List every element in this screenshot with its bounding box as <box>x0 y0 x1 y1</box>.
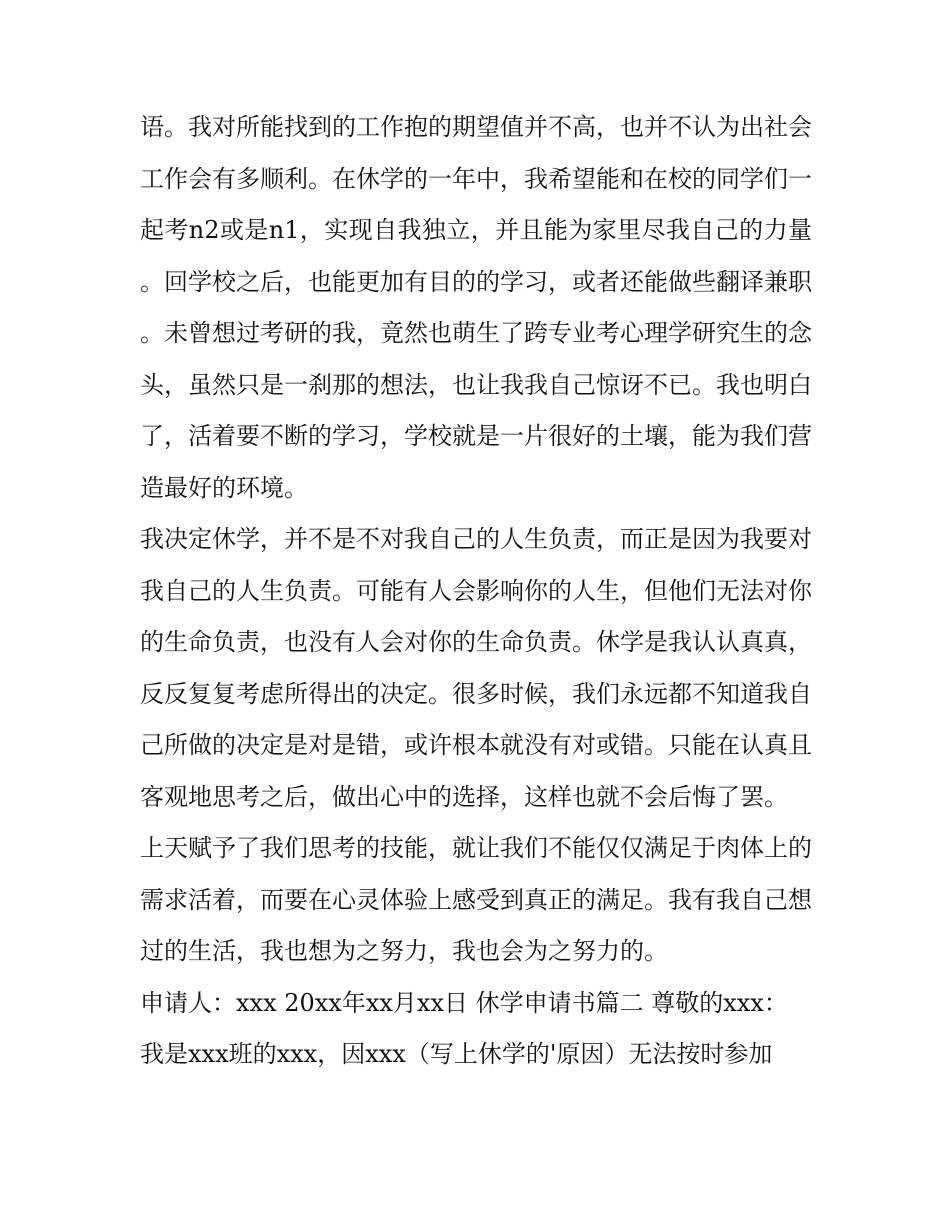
document-body <box>140 102 812 1081</box>
paragraph-applicant-signature: 申请人：xxx 20xx年xx月xx日 休学申请书篇二 尊敬的xxx： <box>140 988 788 1017</box>
paragraph-decision-responsibility: 我决定休学，并不是不对我自己的人生负责，而正是因为我要对我自己的人生负责。可能有人会影响你的人生，但他们无法对你的生命负责，也没有人会对你的生命负责。休学是我认认真真，反反复复考虑所得出的决定。很多时候，我们永远都不知道我自己所做的决定是对是错，或许根本就没有对或错。只能在认真且客观地思考之后，做出心中的选择，这样也就不会后悔了罢。 <box>140 525 812 811</box>
paragraph-job-expectations: 语。我对所能找到的工作抱的期望值并不高，也并不认为出社会工作会有多顺利。在休学的一年中，我希望能和在校的同学们一起考n2或是n1，实现自我独立，并且能为家里尽我自己的力量。回学校之后，也能更加有目的的学习，或者还能做些翻译兼职。未曾想过考研的我，竟然也萌生了跨专业考心理学研究生的念头，虽然只是一刹那的想法，也让我我自己惊讶不已。我也明白了，活着要不断的学习，学校就是一片很好的土壤，能为我们营造最好的环境。 <box>140 113 812 502</box>
paragraph-second-letter-opening: 我是xxx班的xxx，因xxx（写上休学的'原因）无法按时参加 <box>140 1040 773 1068</box>
paragraph-thinking-ability: 上天赋予了我们思考的技能，就让我们不能仅仅满足于肉体上的需求活着，而要在心灵体验上感受到真正的满足。我有我自己想过的生活，我也想为之努力，我也会为之努力的。 <box>140 834 812 965</box>
